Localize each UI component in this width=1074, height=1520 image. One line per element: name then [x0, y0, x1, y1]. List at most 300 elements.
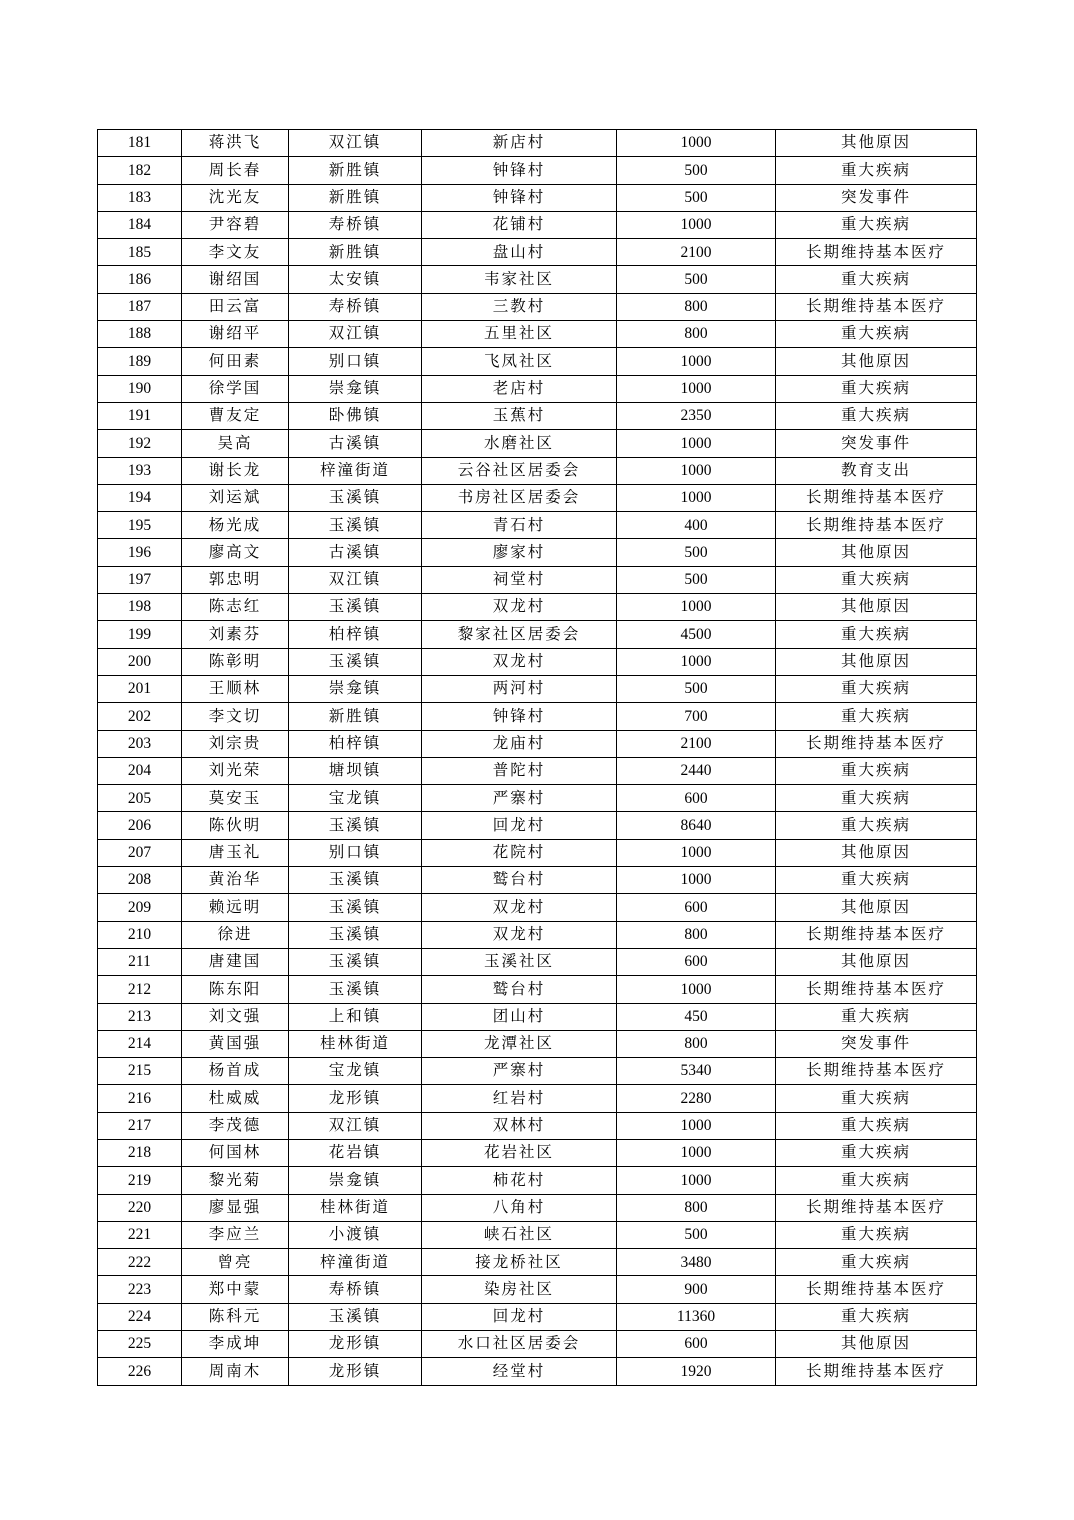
- amount-cell: 800: [617, 921, 776, 948]
- table-row: [98, 1139, 977, 1166]
- row-number-cell: 205: [98, 785, 182, 812]
- amount-cell: 800: [617, 1030, 776, 1057]
- table-row: [98, 484, 977, 511]
- reason-cell: 长期维持基本医疗: [776, 976, 977, 1003]
- reason-cell: 重大疾病: [776, 757, 977, 784]
- reason-cell: 重大疾病: [776, 1003, 977, 1030]
- name-cell: 陈彰明: [182, 648, 289, 675]
- amount-cell: 2350: [617, 402, 776, 429]
- village-cell: 鹫台村: [422, 867, 617, 894]
- table-row: [98, 594, 977, 621]
- amount-cell: 2280: [617, 1085, 776, 1112]
- town-cell: 小渡镇: [289, 1221, 422, 1248]
- table-row: [98, 157, 977, 184]
- village-cell: 书房社区居委会: [422, 484, 617, 511]
- reason-cell: 重大疾病: [776, 1221, 977, 1248]
- village-cell: 钟锋村: [422, 184, 617, 211]
- reason-cell: 重大疾病: [776, 703, 977, 730]
- amount-cell: 500: [617, 539, 776, 566]
- town-cell: 崇龛镇: [289, 675, 422, 702]
- reason-cell: 其他原因: [776, 839, 977, 866]
- table-row: [98, 1276, 977, 1303]
- row-number-cell: 182: [98, 157, 182, 184]
- amount-cell: 1000: [617, 375, 776, 402]
- table-row: [98, 430, 977, 457]
- amount-cell: 1000: [617, 457, 776, 484]
- table-row: [98, 730, 977, 757]
- town-cell: 寿桥镇: [289, 293, 422, 320]
- name-cell: 陈伙明: [182, 812, 289, 839]
- reason-cell: 长期维持基本医疗: [776, 921, 977, 948]
- reason-cell: 长期维持基本医疗: [776, 239, 977, 266]
- amount-cell: 1000: [617, 1112, 776, 1139]
- reason-cell: 重大疾病: [776, 785, 977, 812]
- row-number-cell: 208: [98, 867, 182, 894]
- town-cell: 玉溪镇: [289, 594, 422, 621]
- name-cell: 李文友: [182, 239, 289, 266]
- table-row: [98, 1358, 977, 1385]
- reason-cell: 重大疾病: [776, 1085, 977, 1112]
- name-cell: 李应兰: [182, 1221, 289, 1248]
- town-cell: 桂林街道: [289, 1194, 422, 1221]
- row-number-cell: 202: [98, 703, 182, 730]
- row-number-cell: 212: [98, 976, 182, 1003]
- reason-cell: 长期维持基本医疗: [776, 1276, 977, 1303]
- amount-cell: 11360: [617, 1303, 776, 1330]
- amount-cell: 900: [617, 1276, 776, 1303]
- row-number-cell: 213: [98, 1003, 182, 1030]
- row-number-cell: 197: [98, 566, 182, 593]
- amount-cell: 600: [617, 1331, 776, 1358]
- table-row: [98, 648, 977, 675]
- reason-cell: 重大疾病: [776, 675, 977, 702]
- name-cell: 黎光菊: [182, 1167, 289, 1194]
- town-cell: 寿桥镇: [289, 1276, 422, 1303]
- amount-cell: 500: [617, 157, 776, 184]
- reason-cell: 其他原因: [776, 594, 977, 621]
- name-cell: 王顺林: [182, 675, 289, 702]
- town-cell: 玉溪镇: [289, 948, 422, 975]
- reason-cell: 长期维持基本医疗: [776, 293, 977, 320]
- reason-cell: 重大疾病: [776, 157, 977, 184]
- reason-cell: 突发事件: [776, 184, 977, 211]
- village-cell: 回龙村: [422, 1303, 617, 1330]
- table-row: [98, 1303, 977, 1330]
- town-cell: 玉溪镇: [289, 1303, 422, 1330]
- row-number-cell: 191: [98, 402, 182, 429]
- amount-cell: 500: [617, 266, 776, 293]
- amount-cell: 500: [617, 566, 776, 593]
- town-cell: 双江镇: [289, 566, 422, 593]
- name-cell: 吴高: [182, 430, 289, 457]
- amount-cell: 500: [617, 184, 776, 211]
- reason-cell: 重大疾病: [776, 1112, 977, 1139]
- row-number-cell: 188: [98, 321, 182, 348]
- amount-cell: 2100: [617, 239, 776, 266]
- town-cell: 玉溪镇: [289, 867, 422, 894]
- table-row: [98, 812, 977, 839]
- amount-cell: 5340: [617, 1058, 776, 1085]
- table-row: [98, 921, 977, 948]
- village-cell: 红岩村: [422, 1085, 617, 1112]
- row-number-cell: 225: [98, 1331, 182, 1358]
- village-cell: 两河村: [422, 675, 617, 702]
- village-cell: 玉蕉村: [422, 402, 617, 429]
- town-cell: 柏梓镇: [289, 621, 422, 648]
- village-cell: 新店村: [422, 130, 617, 157]
- row-number-cell: 190: [98, 375, 182, 402]
- name-cell: 刘光荣: [182, 757, 289, 784]
- village-cell: 双龙村: [422, 921, 617, 948]
- table-row: [98, 839, 977, 866]
- amount-cell: 600: [617, 948, 776, 975]
- amount-cell: 1000: [617, 430, 776, 457]
- reason-cell: 其他原因: [776, 1331, 977, 1358]
- town-cell: 玉溪镇: [289, 648, 422, 675]
- village-cell: 双龙村: [422, 594, 617, 621]
- name-cell: 黄国强: [182, 1030, 289, 1057]
- reason-cell: 长期维持基本医疗: [776, 1194, 977, 1221]
- amount-cell: 800: [617, 1194, 776, 1221]
- town-cell: 古溪镇: [289, 430, 422, 457]
- name-cell: 郭忠明: [182, 566, 289, 593]
- name-cell: 何国林: [182, 1139, 289, 1166]
- name-cell: 杨光成: [182, 512, 289, 539]
- name-cell: 唐建国: [182, 948, 289, 975]
- amount-cell: 1000: [617, 211, 776, 238]
- name-cell: 赖远明: [182, 894, 289, 921]
- name-cell: 谢绍国: [182, 266, 289, 293]
- relief-recipient-table: [97, 129, 977, 1386]
- name-cell: 谢长龙: [182, 457, 289, 484]
- row-number-cell: 221: [98, 1221, 182, 1248]
- name-cell: 杨首成: [182, 1058, 289, 1085]
- reason-cell: 重大疾病: [776, 812, 977, 839]
- town-cell: 太安镇: [289, 266, 422, 293]
- row-number-cell: 220: [98, 1194, 182, 1221]
- row-number-cell: 222: [98, 1249, 182, 1276]
- table-row: [98, 976, 977, 1003]
- village-cell: 黎家社区居委会: [422, 621, 617, 648]
- village-cell: 严寨村: [422, 785, 617, 812]
- table-row: [98, 375, 977, 402]
- table-row: [98, 1085, 977, 1112]
- table-row: [98, 867, 977, 894]
- reason-cell: 重大疾病: [776, 375, 977, 402]
- town-cell: 崇龛镇: [289, 1167, 422, 1194]
- village-cell: 双林村: [422, 1112, 617, 1139]
- table-row: [98, 1167, 977, 1194]
- town-cell: 别口镇: [289, 839, 422, 866]
- table-row: [98, 1331, 977, 1358]
- amount-cell: 800: [617, 293, 776, 320]
- amount-cell: 1000: [617, 1167, 776, 1194]
- table-row: [98, 1112, 977, 1139]
- name-cell: 徐学国: [182, 375, 289, 402]
- table-row: [98, 1249, 977, 1276]
- amount-cell: 1000: [617, 130, 776, 157]
- row-number-cell: 198: [98, 594, 182, 621]
- village-cell: 祠堂村: [422, 566, 617, 593]
- table-row: [98, 321, 977, 348]
- reason-cell: 重大疾病: [776, 1139, 977, 1166]
- town-cell: 宝龙镇: [289, 785, 422, 812]
- village-cell: 花铺村: [422, 211, 617, 238]
- table-row: [98, 948, 977, 975]
- table-row: [98, 621, 977, 648]
- amount-cell: 400: [617, 512, 776, 539]
- town-cell: 塘坝镇: [289, 757, 422, 784]
- village-cell: 柿花村: [422, 1167, 617, 1194]
- row-number-cell: 199: [98, 621, 182, 648]
- table-row: [98, 266, 977, 293]
- row-number-cell: 223: [98, 1276, 182, 1303]
- table-row: [98, 211, 977, 238]
- amount-cell: 800: [617, 321, 776, 348]
- town-cell: 双江镇: [289, 321, 422, 348]
- town-cell: 宝龙镇: [289, 1058, 422, 1085]
- table-row: [98, 1003, 977, 1030]
- reason-cell: 重大疾病: [776, 566, 977, 593]
- town-cell: 新胜镇: [289, 703, 422, 730]
- town-cell: 龙形镇: [289, 1085, 422, 1112]
- village-cell: 云谷社区居委会: [422, 457, 617, 484]
- table-row: [98, 402, 977, 429]
- table-row: [98, 566, 977, 593]
- reason-cell: 重大疾病: [776, 321, 977, 348]
- name-cell: 郑中蒙: [182, 1276, 289, 1303]
- name-cell: 陈志红: [182, 594, 289, 621]
- village-cell: 韦家社区: [422, 266, 617, 293]
- name-cell: 廖显强: [182, 1194, 289, 1221]
- row-number-cell: 218: [98, 1139, 182, 1166]
- village-cell: 团山村: [422, 1003, 617, 1030]
- village-cell: 龙潭社区: [422, 1030, 617, 1057]
- town-cell: 别口镇: [289, 348, 422, 375]
- reason-cell: 其他原因: [776, 948, 977, 975]
- row-number-cell: 216: [98, 1085, 182, 1112]
- reason-cell: 重大疾病: [776, 402, 977, 429]
- town-cell: 花岩镇: [289, 1139, 422, 1166]
- row-number-cell: 196: [98, 539, 182, 566]
- reason-cell: 重大疾病: [776, 621, 977, 648]
- village-cell: 鹫台村: [422, 976, 617, 1003]
- name-cell: 周长春: [182, 157, 289, 184]
- reason-cell: 重大疾病: [776, 266, 977, 293]
- row-number-cell: 206: [98, 812, 182, 839]
- table-row: [98, 239, 977, 266]
- name-cell: 李成坤: [182, 1331, 289, 1358]
- reason-cell: 重大疾病: [776, 1303, 977, 1330]
- amount-cell: 1000: [617, 839, 776, 866]
- amount-cell: 600: [617, 785, 776, 812]
- amount-cell: 2440: [617, 757, 776, 784]
- name-cell: 田云富: [182, 293, 289, 320]
- name-cell: 刘素芬: [182, 621, 289, 648]
- table-row: [98, 1030, 977, 1057]
- village-cell: 钟锋村: [422, 703, 617, 730]
- name-cell: 廖高文: [182, 539, 289, 566]
- village-cell: 八角村: [422, 1194, 617, 1221]
- village-cell: 普陀村: [422, 757, 617, 784]
- row-number-cell: 224: [98, 1303, 182, 1330]
- village-cell: 龙庙村: [422, 730, 617, 757]
- name-cell: 刘文强: [182, 1003, 289, 1030]
- row-number-cell: 192: [98, 430, 182, 457]
- table-row: [98, 703, 977, 730]
- town-cell: 玉溪镇: [289, 976, 422, 1003]
- row-number-cell: 219: [98, 1167, 182, 1194]
- amount-cell: 8640: [617, 812, 776, 839]
- town-cell: 双江镇: [289, 130, 422, 157]
- reason-cell: 长期维持基本医疗: [776, 484, 977, 511]
- reason-cell: 重大疾病: [776, 211, 977, 238]
- name-cell: 徐进: [182, 921, 289, 948]
- reason-cell: 突发事件: [776, 1030, 977, 1057]
- name-cell: 何田素: [182, 348, 289, 375]
- reason-cell: 长期维持基本医疗: [776, 1358, 977, 1385]
- table-row: [98, 894, 977, 921]
- village-cell: 花岩社区: [422, 1139, 617, 1166]
- amount-cell: 3480: [617, 1249, 776, 1276]
- village-cell: 老店村: [422, 375, 617, 402]
- village-cell: 青石村: [422, 512, 617, 539]
- village-cell: 玉溪社区: [422, 948, 617, 975]
- amount-cell: 1920: [617, 1358, 776, 1385]
- row-number-cell: 194: [98, 484, 182, 511]
- table-row: [98, 293, 977, 320]
- village-cell: 经堂村: [422, 1358, 617, 1385]
- reason-cell: 教育支出: [776, 457, 977, 484]
- name-cell: 谢绍平: [182, 321, 289, 348]
- amount-cell: 500: [617, 675, 776, 702]
- town-cell: 玉溪镇: [289, 921, 422, 948]
- name-cell: 曹友定: [182, 402, 289, 429]
- village-cell: 染房社区: [422, 1276, 617, 1303]
- row-number-cell: 211: [98, 948, 182, 975]
- town-cell: 桂林街道: [289, 1030, 422, 1057]
- reason-cell: 重大疾病: [776, 867, 977, 894]
- table-row: [98, 1058, 977, 1085]
- name-cell: 李茂德: [182, 1112, 289, 1139]
- row-number-cell: 189: [98, 348, 182, 375]
- name-cell: 陈东阳: [182, 976, 289, 1003]
- row-number-cell: 204: [98, 757, 182, 784]
- amount-cell: 450: [617, 1003, 776, 1030]
- town-cell: 玉溪镇: [289, 512, 422, 539]
- town-cell: 龙形镇: [289, 1331, 422, 1358]
- village-cell: 廖家村: [422, 539, 617, 566]
- town-cell: 柏梓镇: [289, 730, 422, 757]
- village-cell: 严寨村: [422, 1058, 617, 1085]
- amount-cell: 1000: [617, 1139, 776, 1166]
- row-number-cell: 217: [98, 1112, 182, 1139]
- reason-cell: 重大疾病: [776, 1249, 977, 1276]
- name-cell: 蒋洪飞: [182, 130, 289, 157]
- row-number-cell: 201: [98, 675, 182, 702]
- village-cell: 五里社区: [422, 321, 617, 348]
- amount-cell: 500: [617, 1221, 776, 1248]
- amount-cell: 4500: [617, 621, 776, 648]
- row-number-cell: 183: [98, 184, 182, 211]
- row-number-cell: 209: [98, 894, 182, 921]
- name-cell: 尹容碧: [182, 211, 289, 238]
- village-cell: 双龙村: [422, 894, 617, 921]
- row-number-cell: 187: [98, 293, 182, 320]
- amount-cell: 1000: [617, 867, 776, 894]
- name-cell: 李文切: [182, 703, 289, 730]
- amount-cell: 600: [617, 894, 776, 921]
- row-number-cell: 210: [98, 921, 182, 948]
- table-row: [98, 539, 977, 566]
- table-row: [98, 675, 977, 702]
- town-cell: 双江镇: [289, 1112, 422, 1139]
- name-cell: 周南木: [182, 1358, 289, 1385]
- name-cell: 唐玉礼: [182, 839, 289, 866]
- row-number-cell: 207: [98, 839, 182, 866]
- table-row: [98, 757, 977, 784]
- village-cell: 盘山村: [422, 239, 617, 266]
- row-number-cell: 186: [98, 266, 182, 293]
- name-cell: 黄治华: [182, 867, 289, 894]
- amount-cell: 2100: [617, 730, 776, 757]
- village-cell: 花院村: [422, 839, 617, 866]
- village-cell: 接龙桥社区: [422, 1249, 617, 1276]
- table-row: [98, 184, 977, 211]
- village-cell: 三教村: [422, 293, 617, 320]
- row-number-cell: 215: [98, 1058, 182, 1085]
- name-cell: 陈科元: [182, 1303, 289, 1330]
- row-number-cell: 226: [98, 1358, 182, 1385]
- amount-cell: 700: [617, 703, 776, 730]
- reason-cell: 突发事件: [776, 430, 977, 457]
- row-number-cell: 184: [98, 211, 182, 238]
- name-cell: 莫安玉: [182, 785, 289, 812]
- reason-cell: 长期维持基本医疗: [776, 1058, 977, 1085]
- row-number-cell: 195: [98, 512, 182, 539]
- row-number-cell: 200: [98, 648, 182, 675]
- village-cell: 水磨社区: [422, 430, 617, 457]
- village-cell: 双龙村: [422, 648, 617, 675]
- town-cell: 梓潼街道: [289, 1249, 422, 1276]
- reason-cell: 其他原因: [776, 539, 977, 566]
- name-cell: 刘宗贵: [182, 730, 289, 757]
- table-row: [98, 785, 977, 812]
- table-body: [98, 130, 977, 1386]
- town-cell: 新胜镇: [289, 239, 422, 266]
- village-cell: 飞凤社区: [422, 348, 617, 375]
- reason-cell: 重大疾病: [776, 1167, 977, 1194]
- row-number-cell: 193: [98, 457, 182, 484]
- village-cell: 峡石社区: [422, 1221, 617, 1248]
- town-cell: 梓潼街道: [289, 457, 422, 484]
- town-cell: 龙形镇: [289, 1358, 422, 1385]
- name-cell: 曾亮: [182, 1249, 289, 1276]
- table-row: [98, 457, 977, 484]
- table-row: [98, 1221, 977, 1248]
- table-row: [98, 512, 977, 539]
- name-cell: 沈光友: [182, 184, 289, 211]
- reason-cell: 其他原因: [776, 648, 977, 675]
- reason-cell: 其他原因: [776, 130, 977, 157]
- amount-cell: 1000: [617, 594, 776, 621]
- village-cell: 水口社区居委会: [422, 1331, 617, 1358]
- reason-cell: 长期维持基本医疗: [776, 730, 977, 757]
- town-cell: 古溪镇: [289, 539, 422, 566]
- amount-cell: 1000: [617, 976, 776, 1003]
- reason-cell: 其他原因: [776, 894, 977, 921]
- town-cell: 玉溪镇: [289, 812, 422, 839]
